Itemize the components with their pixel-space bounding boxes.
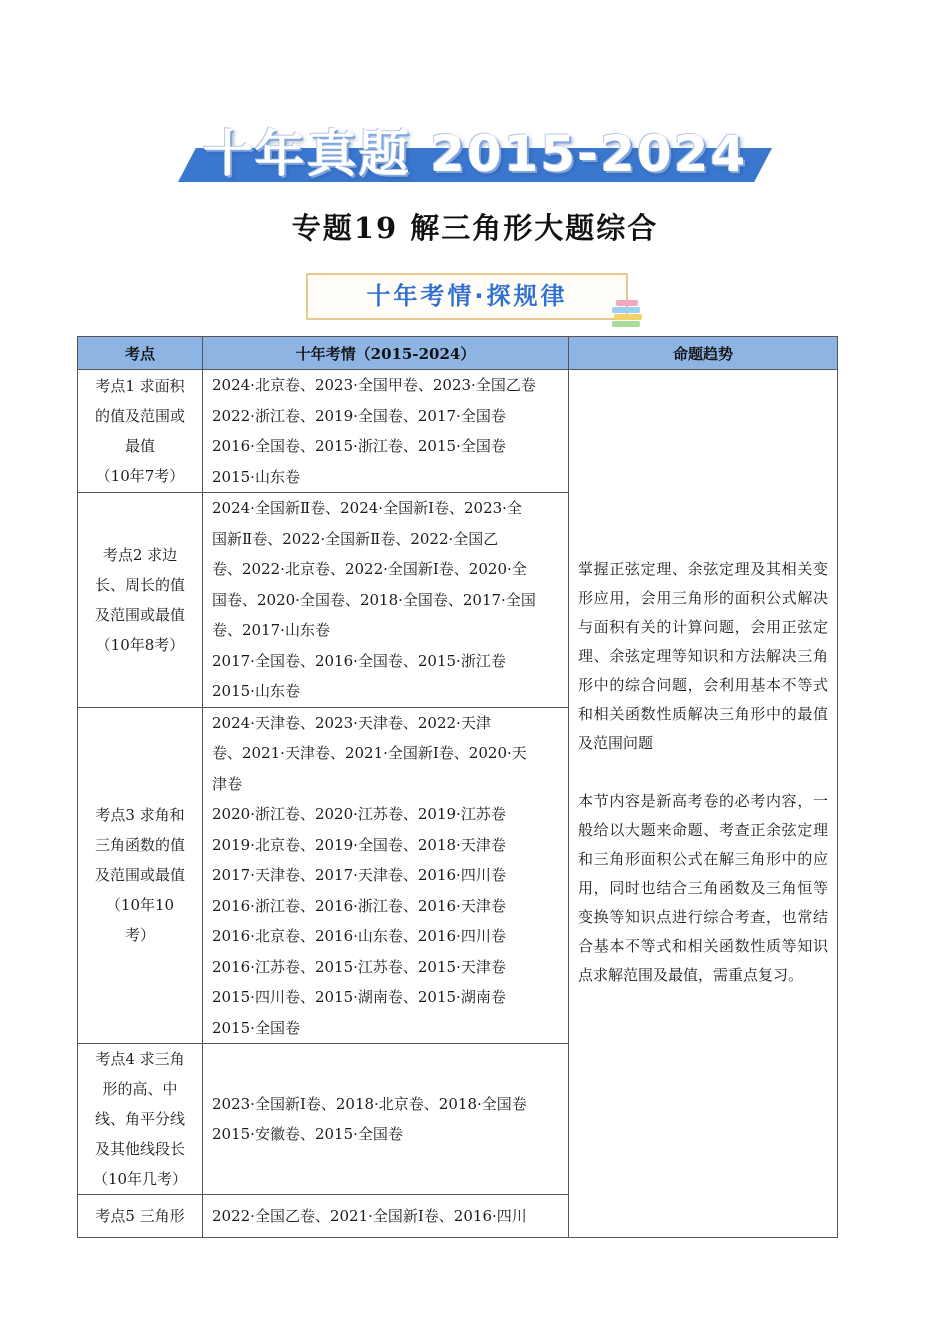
years-line: 2024·北京卷、2023·全国甲卷、2023·全国乙卷 [212, 376, 536, 394]
trend-paragraph: 本节内容是新高考卷的必考内容，一般给以大题来命题、考查正余弦定理和三角形面积公式在解三角形中的应用，同时也结合三角函数及三角恒等变换等知识点进行综合考查，也常结合基本不等式和相关函数性质等知识点求解范围及最值，需重点复习。 [578, 792, 828, 984]
years-cell [203, 1195, 569, 1238]
years-line: 卷、2021·天津卷、2021·全国新Ⅰ卷、2020·天 [212, 744, 527, 762]
trend-cell [569, 370, 838, 1238]
years-line: 2023·全国新Ⅰ卷、2018·北京卷、2018·全国卷 [212, 1094, 527, 1113]
banner-title: 十年真题 2015-2024 [202, 125, 748, 183]
years-line: 2016·北京卷、2016·山东卷、2016·四川卷 [212, 927, 506, 945]
years-line: 2019·北京卷、2019·全国卷、2018·天津卷 [212, 835, 506, 854]
years-line: 卷、2017·山东卷 [212, 621, 330, 639]
trend-paragraph: 掌握正弦定理、余弦定理及其相关变形应用，会用三角形的面积公式解决与面积有关的计算问题，会用正弦定理、余弦定理等知识和方法解决三角形中的综合问题，会利用基本不等式和相关函数性质解决三角形中的最值及范围问题 [578, 560, 828, 752]
point-cell: 考点1 求面积 的值及范围或 最值 （10年7考） [78, 370, 203, 493]
years-line: 2015·安徽卷、2015·全国卷 [212, 1125, 403, 1143]
years-line: 2024·天津卷、2023·天津卷、2022·天津 [212, 713, 491, 732]
books-icon [612, 300, 642, 326]
point-cell: 考点4 求三角 形的高、中 线、角平分线 及其他线段长 （10年几考） [78, 1044, 203, 1195]
table-header-row [78, 337, 838, 370]
years-line: 2015·山东卷 [212, 467, 300, 486]
years-line: 2015·四川卷、2015·湖南卷、2015·湖南卷 [212, 988, 506, 1006]
years-line: 2020·浙江卷、2020·江苏卷、2019·江苏卷 [212, 805, 506, 823]
years-line: 2016·江苏卷、2015·江苏卷、2015·天津卷 [212, 957, 506, 976]
years-cell [203, 493, 569, 708]
years-line: 2015·全国卷 [212, 1018, 300, 1037]
section-badge: 十年考情·探规律 [306, 273, 628, 320]
years-line: 2022·全国乙卷、2021·全国新Ⅰ卷、2016·四川 [212, 1206, 527, 1225]
years-line: 2015·山东卷 [212, 682, 300, 700]
years-line: 国新Ⅱ卷、2022·全国新Ⅱ卷、2022·全国乙 [212, 529, 499, 548]
years-line: 2016·全国卷、2015·浙江卷、2015·全国卷 [212, 437, 506, 455]
point-cell: 考点2 求边 长、周长的值 及范围或最值 （10年8考） [78, 493, 203, 708]
years-line: 2017·全国卷、2016·全国卷、2015·浙江卷 [212, 651, 506, 670]
point-cell: 考点3 求角和 三角函数的值 及范围或最值 （10年10 考） [78, 707, 203, 1044]
header-point: 考点 [78, 337, 203, 370]
years-line: 卷、2022·北京卷、2022·全国新Ⅰ卷、2020·全 [212, 560, 527, 578]
years-cell [203, 707, 569, 1044]
table-row [78, 370, 838, 493]
banner [178, 112, 772, 186]
page-title: 专题19 解三角形大题综合 [291, 211, 659, 245]
years-cell [203, 370, 569, 493]
years-line: 津卷 [212, 774, 243, 793]
point-cell: 考点5 三角形 [78, 1195, 203, 1238]
years-line: 2024·全国新Ⅱ卷、2024·全国新Ⅰ卷、2023·全 [212, 499, 522, 517]
years-cell [203, 1044, 569, 1195]
years-line: 2017·天津卷、2017·天津卷、2016·四川卷 [212, 866, 506, 884]
years-line: 2016·浙江卷、2016·浙江卷、2016·天津卷 [212, 896, 506, 915]
exam-table [77, 336, 838, 1238]
header-trend: 命题趋势 [569, 337, 838, 370]
years-line: 国卷、2020·全国卷、2018·全国卷、2017·全国 [212, 590, 536, 609]
header-years: 十年考情（2015-2024） [203, 337, 569, 370]
years-line: 2022·浙江卷、2019·全国卷、2017·全国卷 [212, 406, 506, 425]
